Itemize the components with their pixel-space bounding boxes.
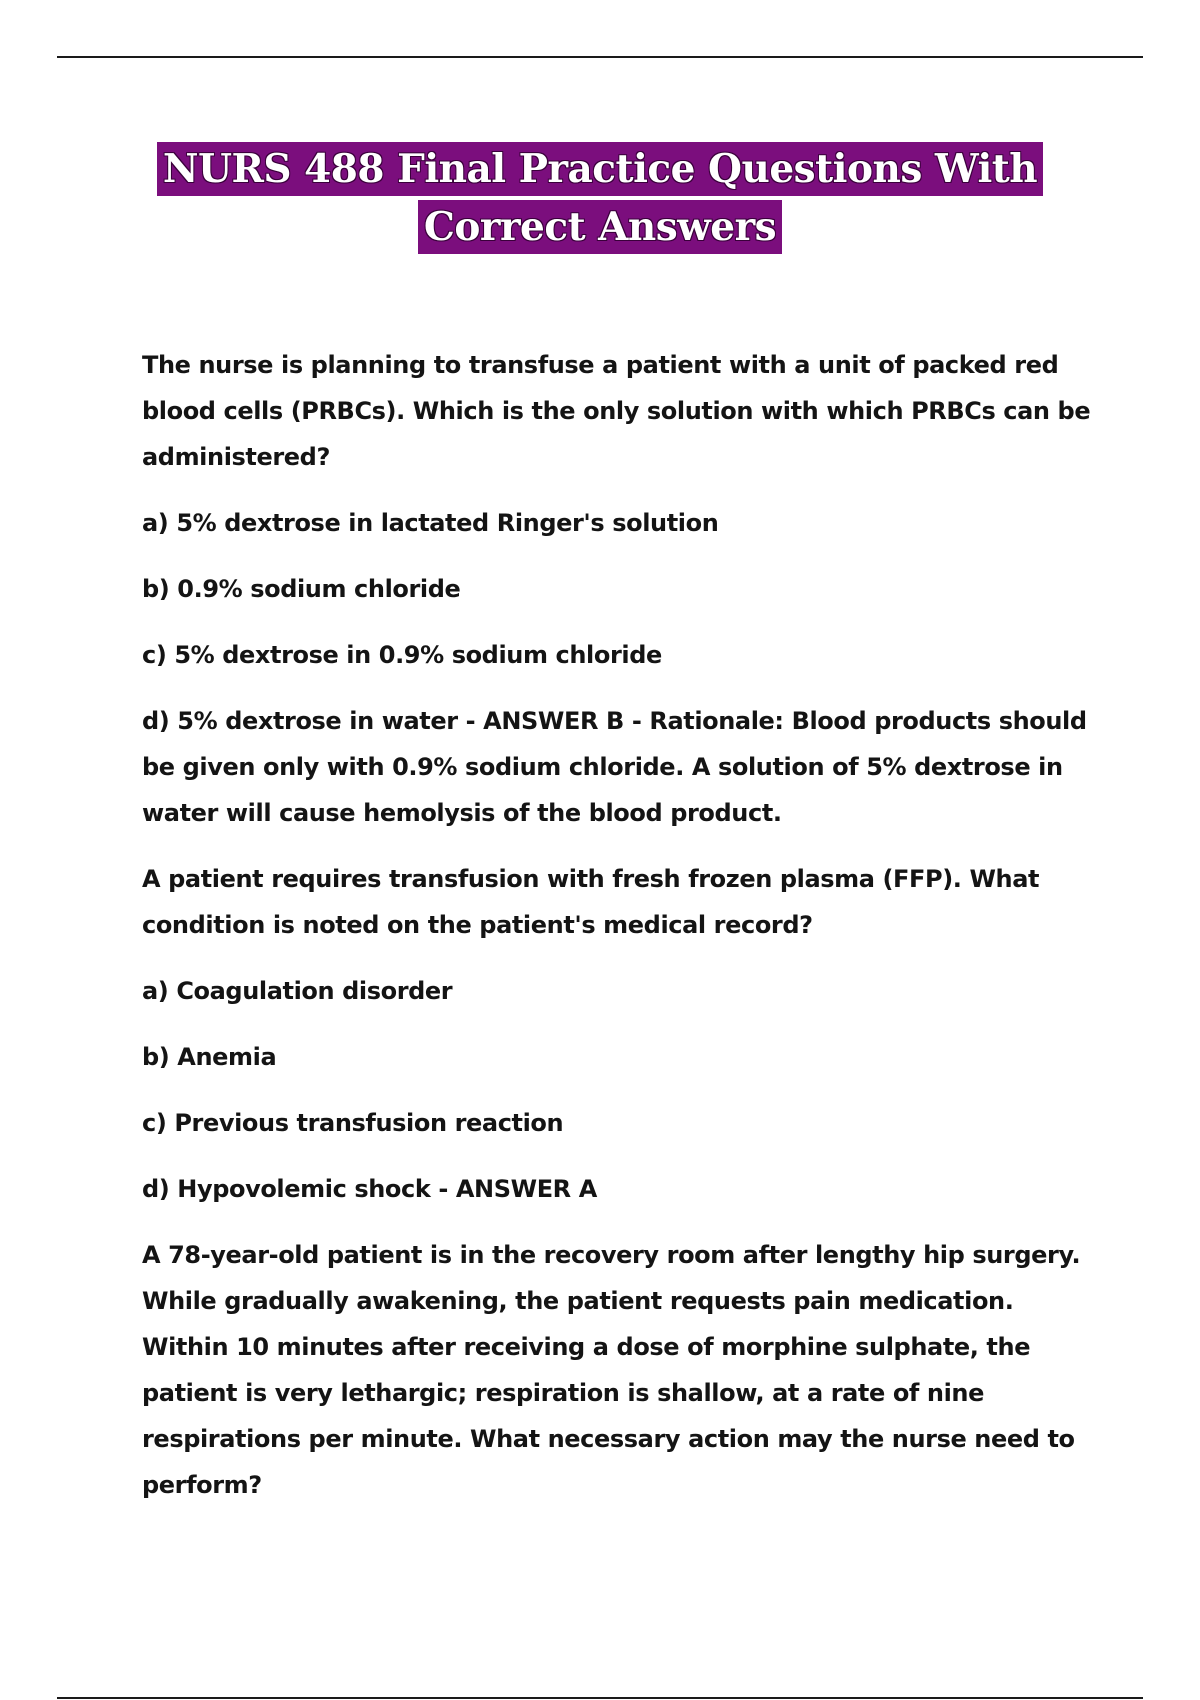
question-1-option-a: a) 5% dextrose in lactated Ringer's solution xyxy=(142,509,719,537)
header-rule xyxy=(57,56,1143,58)
document-body xyxy=(142,342,1102,1528)
question-2-option-a: a) Coagulation disorder xyxy=(142,977,453,1005)
question-1-stem: The nurse is planning to transfuse a patient with a unit of packed red blood cells (PRBCs). Which is the only solution with which PRBCs can be administered? xyxy=(142,351,1091,471)
question-2-option-d-answer: d) Hypovolemic shock - ANSWER A xyxy=(142,1175,597,1203)
question-1-option-d-answer: d) 5% dextrose in water - ANSWER B - Rationale: Blood products should be given only with 0.9% sodium chloride. A solution of 5% dextrose in water will cause hemolysis of the blood product. xyxy=(142,707,1087,827)
question-2-option-c: c) Previous transfusion reaction xyxy=(142,1109,564,1137)
question-2-option-b: b) Anemia xyxy=(142,1043,277,1071)
title-line-1: NURS 488 Final Practice Questions With xyxy=(157,142,1043,196)
question-1-option-c: c) 5% dextrose in 0.9% sodium chloride xyxy=(142,641,662,669)
document-title xyxy=(0,140,1200,256)
question-1-option-b: b) 0.9% sodium chloride xyxy=(142,575,461,603)
title-line-2: Correct Answers xyxy=(418,200,782,254)
question-3-stem: A 78-year-old patient is in the recovery room after lengthy hip surgery. While gradually awakening, the patient requests pain medication. Within 10 minutes after receiving a dose of morphine sulphate, the patient is very lethargic; respiration is shallow, at a rate of nine respirations per minute. What necessary action may the nurse need to perform? xyxy=(142,1241,1081,1499)
question-2-stem: A patient requires transfusion with fresh frozen plasma (FFP). What condition is noted on the patient's medical record? xyxy=(142,865,1040,939)
footer-rule xyxy=(57,1697,1143,1699)
